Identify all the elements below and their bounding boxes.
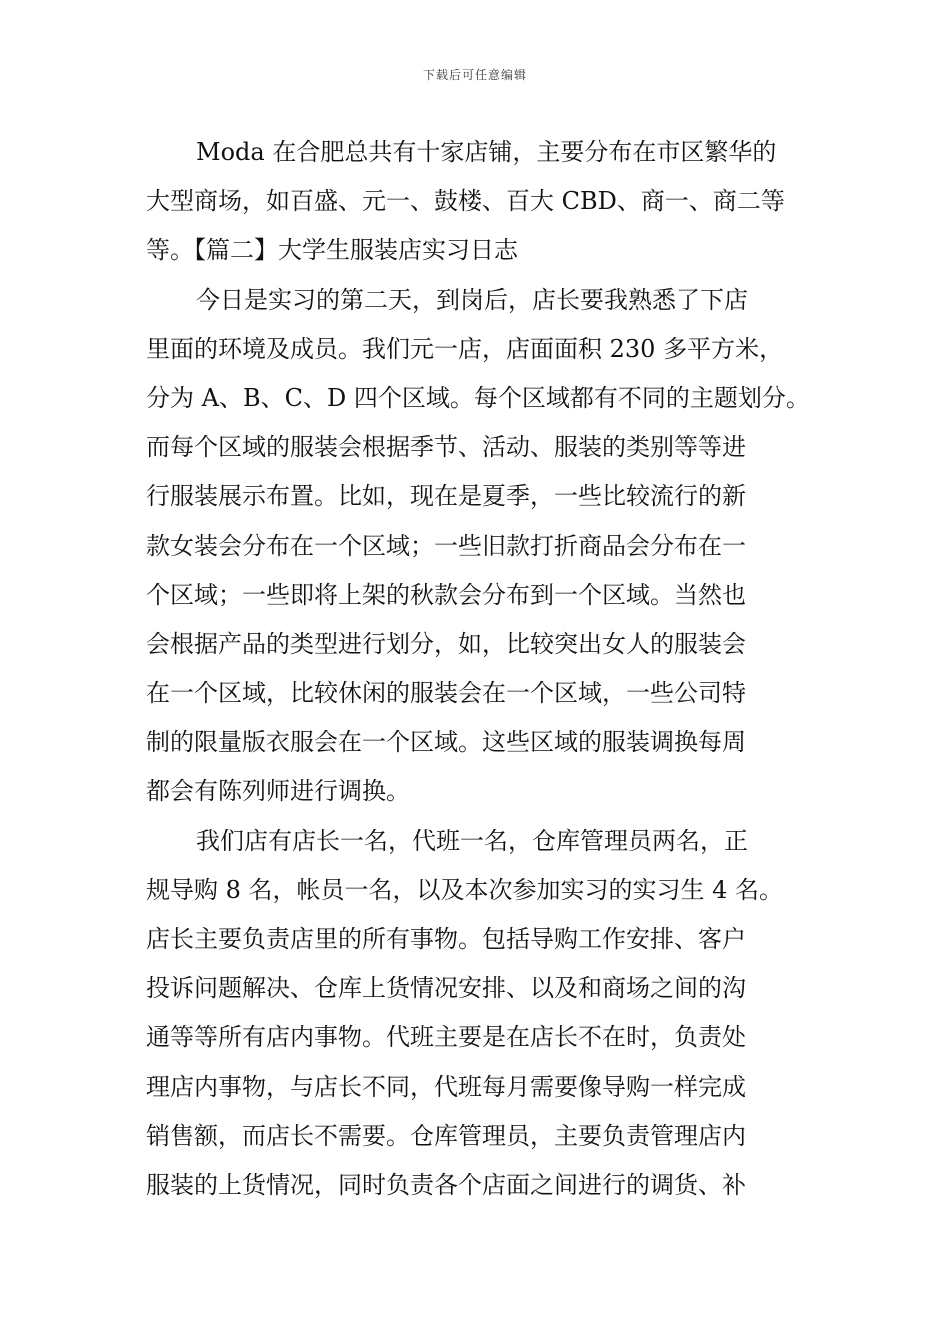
text-line: 制的限量版衣服会在一个区域。这些区域的服装调换每周 [146,728,746,757]
text-line: 今日是实习的第二天，到岗后，店长要我熟悉了下店 [196,285,748,314]
text-line: 个区域；一些即将上架的秋款会分布到一个区域。当然也 [146,580,746,609]
text-line: 在一个区域，比较休闲的服装会在一个区域，一些公司特 [146,679,746,708]
text-line: 都会有陈列师进行调换。 [146,777,410,806]
text-line: 等。【篇二】大学生服装店实习日志 [146,236,518,265]
text-line: 销售额，而店长不需要。仓库管理员，主要负责管理店内 [146,1121,746,1150]
text-line: 我们店有店长一名，代班一名，仓库管理员两名，正 [196,826,748,855]
text-line: 理店内事物，与店长不同，代班每月需要像导购一样完成 [146,1072,746,1101]
text-line: 大型商场，如百盛、元一、鼓楼、百大 CBD、商一、商二等 [146,187,785,216]
text-line: 通等等所有店内事物。代班主要是在店长不在时，负责处 [146,1023,746,1052]
text-line: 服装的上货情况，同时负责各个店面之间进行的调货、补 [146,1170,746,1199]
text-line: 会根据产品的类型进行划分，如，比较突出女人的服装会 [146,629,746,658]
text-line: Moda 在合肥总共有十家店铺，主要分布在市区繁华的 [196,138,777,166]
text-line: 而每个区域的服装会根据季节、活动、服装的类别等等进 [146,433,746,462]
text-line: 规导购 8 名，帐员一名，以及本次参加实习的实习生 4 名。 [146,875,784,904]
text-line: 里面的环境及成员。我们元一店，店面面积 230 多平方米， [146,334,784,363]
text-line: 分为 A、B、C、D 四个区域。每个区域都有不同的主题划分。 [146,383,810,412]
document-body [146,128,810,1210]
text-line: 款女装会分布在一个区域；一些旧款打折商品会分布在一 [146,531,746,560]
text-line: 店长主要负责店里的所有事物。包括导购工作安排、客户 [146,925,746,953]
text-line: 行服装展示布置。比如，现在是夏季，一些比较流行的新 [146,482,746,511]
text-line: 投诉问题解决、仓库上货情况安排、以及和商场之间的沟 [146,974,746,1003]
header-note: 下载后可任意编辑 [422,68,527,82]
